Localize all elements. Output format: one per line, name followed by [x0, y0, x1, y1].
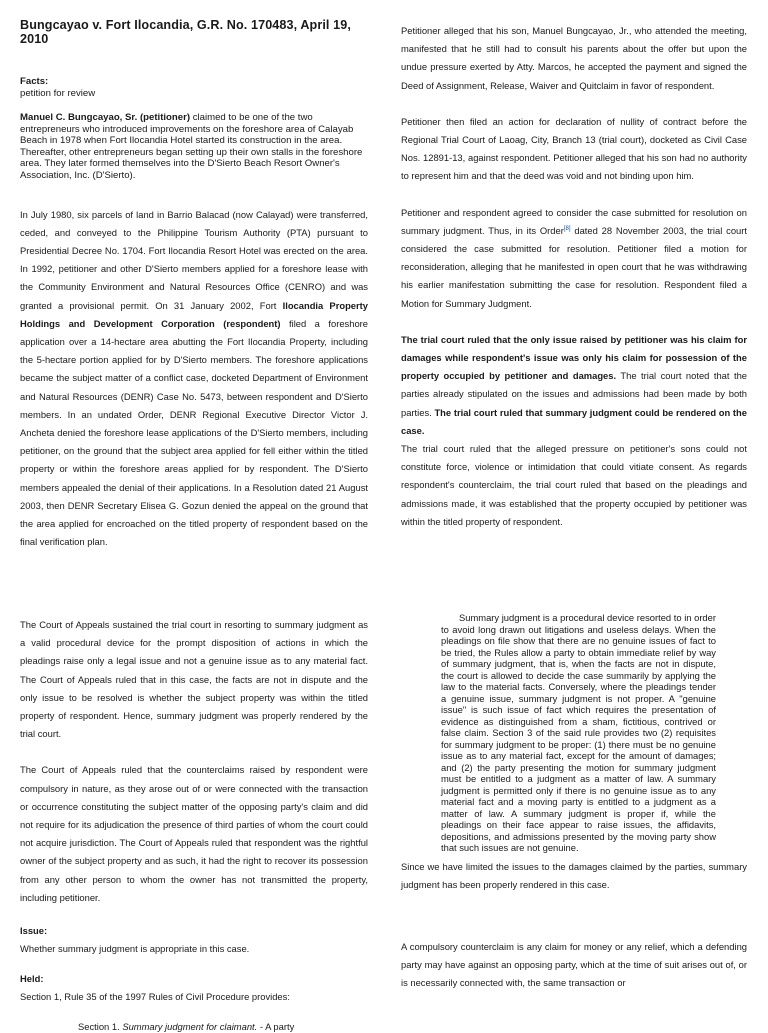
- right-column-bottom: [401, 612, 747, 993]
- ca-paragraph-1: The Court of Appeals sustained the trial court in resorting to summary judgment as a valid procedural device for the prompt disposition of actions in which the pleadings raise only a legal issue and not a genuine issue as to any material fact. The Court of Appeals ruled that in this case, the facts are not in dispute and the only issue to be resolved is whether the subject property was within the titled property of respondent. Hence, summary judgment was properly rendered by the trial court.: [20, 619, 368, 740]
- conclusion-paragraph: Since we have limited the issues to the damages claimed by the parties, summary judgment has been properly rendered in this case.: [401, 860, 747, 890]
- held-text: Section 1, Rule 35 of the 1997 Rules of Civil Procedure provides:: [20, 991, 290, 1003]
- summary-judgment-quote: Summary judgment is a procedural device resorted to in order to avoid long drawn out litigations and useless delays. When the pleadings on file show that there are no genuine issues of fact to be tried, the Rules allow a party to obtain immediate relief by way of summary judgment, that is, when the facts are not in dispute, the court is allowed to decide the case summarily by applying the law to the material facts. Conversely, where the pleadings tender a genuine issue, summary judgment is not proper. A "genuine issue" is such issue of fact which requires the presentation of evidence as distinguished from a sham, fictitious, contrived or false claim. Section 3 of the said rule provides two (2) requisites for summary judgment to be proper: (1) there must be no genuine issue as to any material fact, except for the amount of damages; and (2) the party presenting the motion for summary judgment must be entitled to a judgment as a matter of law. A summary judgment is permitted only if there is no genuine issue as to any material fact and a moving party is entitled to a judgment as a matter of law. A summary judgment is proper if, while the pleadings on their face appear to raise issues, the affidavits, depositions, and admissions presented by the moving party show that such issues are not genuine.: [441, 612, 716, 853]
- right-p3-text-a: Petitioner and respondent agreed to consider the case submitted for resolution on summary judgment. Thus, in its Order: [401, 206, 747, 236]
- case-title: Bungcayao v. Fort Ilocandia, G.R. No. 170483, April 19, 2010: [20, 18, 351, 46]
- facts-p1-text: claimed to be one of the two entrepreneurs who introduced improvements on the foreshore area of Calayab Beach in 1978 when Fort Ilocandia Hotel started its construction in the area. Thereafter, other entrepreneurs began setting up their own stalls in the foreshore area. They later formed themselves into the D'Sierto Beach Resort Owner's Association, Inc. (D'Sierto).: [20, 112, 363, 181]
- rule-heading: Summary judgment for claimant.: [122, 1021, 258, 1033]
- counterclaim-paragraph: A compulsory counterclaim is any claim for money or any relief, which a defending party may have against an opposing party, which at the time of suit arises out of, or is necessarily connected with, the same transaction or: [401, 940, 747, 989]
- right-paragraph-5: The trial court ruled that the alleged pressure on petitioner's sons could not constitute force, violence or intimidation that could vitiate consent. As regards respondent's counterclaim, the trial court ruled that based on the pleadings and admissions made, it was established that the property occupied by petitioner was within the titled property of respondent.: [401, 443, 747, 527]
- facts-paragraph-1: [20, 112, 368, 182]
- facts-p2-text-b: filed a foreshore application over a 14-hectare area abutting the Fort Ilocandia Property, including the 5-hectare portion applied for by D'Sierto members. The foreshore applications became the subject matter of a conflict case, docketed Department of Environment and Natural Resources (DENR) Case No. 5473, between respondent and D'Sierto members. In an undated Order, DENR Regional Executive Director Victor J. Ancheta denied the foreshore lease applications of the D'Sierto members, including petitioner, on the ground that the subject area applied for fell either within the titled property or within the foreshore areas applied for by respondent. The D'Sierto members appealed the denial of their applications. In a Resolution dated 21 August 2003, then DENR Secretary Elisea G. Gozun denied the appeal on the ground that the area applied for encroached on the titled property of respondent based on the final verification plan.: [20, 317, 368, 548]
- ca-paragraph-2: The Court of Appeals ruled that the counterclaims raised by respondent were compulsory in nature, as they arose out of or were connected with the transaction or occurrence constituting the subject matter of the opposing party's claim and did not require for its adjudication the presence of third parties of whom the court could not acquire jurisdiction. The Court of Appeals ruled that respondent was the rightful owner of the subject property and as such, it had the right to recover its possession from any other person to whom the owner has not transmitted the property, including petitioner.: [20, 764, 368, 903]
- facts-sublabel: petition for review: [20, 88, 96, 99]
- right-p4-bold-1: The trial court ruled that the only issue raised by petitioner was his claim for damages while respondent's issue was only his claim for possession of the property occupied by petitioner and damages.: [401, 333, 747, 382]
- issue-label: Issue:: [20, 925, 48, 937]
- petitioner-name: Manuel C. Bungcayao, Sr. (petitioner): [20, 112, 191, 123]
- held-label: Held:: [20, 973, 44, 985]
- right-p3-text-b: dated 28 November 2003, the trial court considered the case submitted for resolution. Petitioner filed a motion for reconsideration, alleging that he manifested in open court that he was withdrawing his earlier manifestation submitting the case for resolution. Respondent filed a Motion for Summary Judgment.: [401, 224, 747, 309]
- right-paragraph-1: Petitioner alleged that his son, Manuel Bungcayao, Jr., who attended the meeting, manifested that he still had to consult his parents about the offer but upon the undue pressure exerted by Atty. Marcos, he accepted the payment and signed the Deed of Assignment, Release, Waiver and Quitclaim in favor of respondent.: [401, 25, 747, 91]
- respondent-name: Ilocandia Property Holdings and Development Corporation (respondent): [20, 299, 368, 329]
- left-column-bottom: [20, 616, 368, 1033]
- footnote-link[interactable]: [8]: [563, 225, 571, 232]
- right-p4-bold-2: The trial court ruled that summary judgment could be rendered on the case.: [401, 406, 747, 436]
- left-column-top: [20, 18, 368, 551]
- rule-section: Section 1.: [78, 1021, 123, 1033]
- rule-text: - A party: [257, 1021, 295, 1033]
- right-paragraph-2: Petitioner then filed an action for declaration of nullity of contract before the Regional Trial Court of Laoag, City, Branch 13 (trial court), docketed as Civil Case Nos. 12891-13, against respondent. Petitioner alleged that his son had no authority to represent him and that the deed was void and not binding upon him.: [401, 115, 747, 182]
- rule-quote-start: [78, 1021, 368, 1033]
- right-p4-text: The trial court noted that the parties already stipulated on the issues and admissions had been made by both parties.: [401, 370, 747, 418]
- facts-paragraph-2: [20, 206, 368, 552]
- issue-text: Whether summary judgment is appropriate in this case.: [20, 943, 250, 955]
- right-paragraph-4: [401, 331, 747, 440]
- facts-p2-text-a: In July 1980, six parcels of land in Barrio Balacad (now Calayad) were transferred, ceded, and conveyed to the Philippine Tourism Authority (PTA) pursuant to Presidential Decree No. 1704. Fort Ilocandia Resort Hotel was erected on the area. In 1992, petitioner and other D'Sierto members applied for a foreshore lease with the Community Environment and Natural Resources Office (CENRO) and was granted a provisional permit. On 31 January 2002, Fort: [20, 208, 368, 311]
- right-paragraph-3: [401, 204, 747, 313]
- facts-label: Facts:: [20, 76, 49, 87]
- right-column-top: [401, 22, 747, 531]
